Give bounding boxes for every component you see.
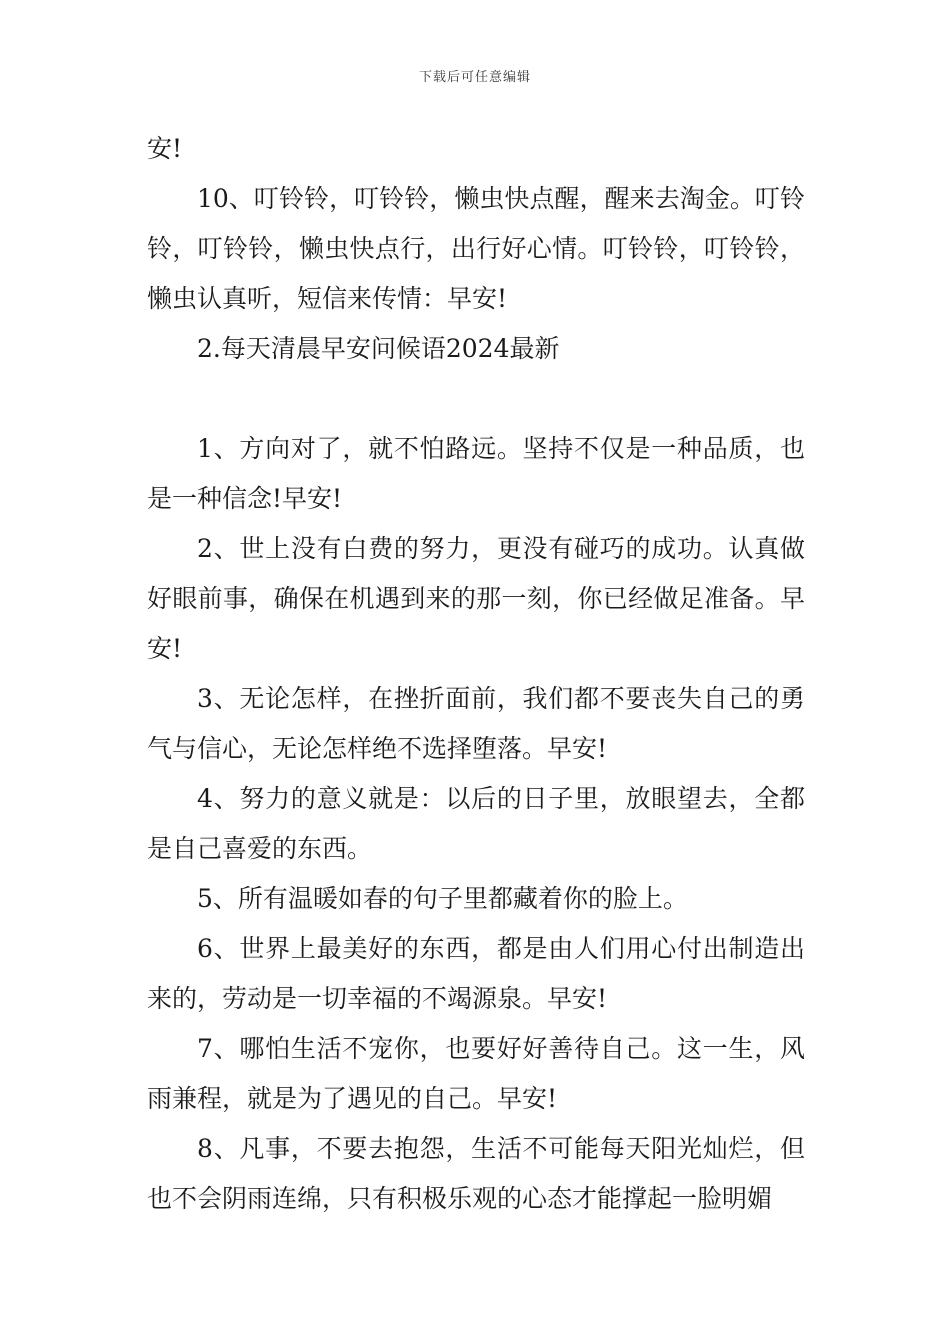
paragraph: 2、世上没有白费的努力，更没有碰巧的成功。认真做好眼前事，确保在机遇到来的那一刻，你已经做足准备。早安! bbox=[147, 534, 805, 663]
paragraph: 3、无论怎样，在挫折面前，我们都不要丧失自己的勇气与信心，无论怎样绝不选择堕落。早安! bbox=[147, 684, 805, 763]
paragraph: 6、世界上最美好的东西，都是由人们用心付出制造出来的，劳动是一切幸福的不竭源泉。早安! bbox=[147, 934, 805, 1013]
document-body bbox=[147, 124, 805, 1224]
paragraph: 1、方向对了，就不怕路远。坚持不仅是一种品质，也是一种信念!早安! bbox=[147, 434, 805, 513]
paragraph: 4、努力的意义就是：以后的日子里，放眼望去，全都是自己喜爱的东西。 bbox=[147, 784, 805, 863]
paragraph: 7、哪怕生活不宠你，也要好好善待自己。这一生，风雨兼程，就是为了遇见的自己。早安! bbox=[147, 1034, 805, 1113]
paragraph: 8、凡事，不要去抱怨，生活不可能每天阳光灿烂，但也不会阴雨连绵，只有积极乐观的心态才能撑起一脸明媚 bbox=[147, 1134, 805, 1213]
paragraph-gap bbox=[147, 374, 805, 424]
page-header: 下载后可任意编辑 bbox=[418, 70, 531, 85]
paragraph: 2.每天清晨早安问候语2024最新 bbox=[197, 334, 560, 363]
paragraph: 10、叮铃铃，叮铃铃，懒虫快点醒，醒来去淘金。叮铃铃，叮铃铃，懒虫快点行，出行好心情。叮铃铃，叮铃铃，懒虫认真听，短信来传情：早安! bbox=[147, 184, 805, 313]
paragraph: 5、所有温暖如春的句子里都藏着你的脸上。 bbox=[197, 884, 688, 913]
paragraph: 安! bbox=[147, 134, 183, 163]
